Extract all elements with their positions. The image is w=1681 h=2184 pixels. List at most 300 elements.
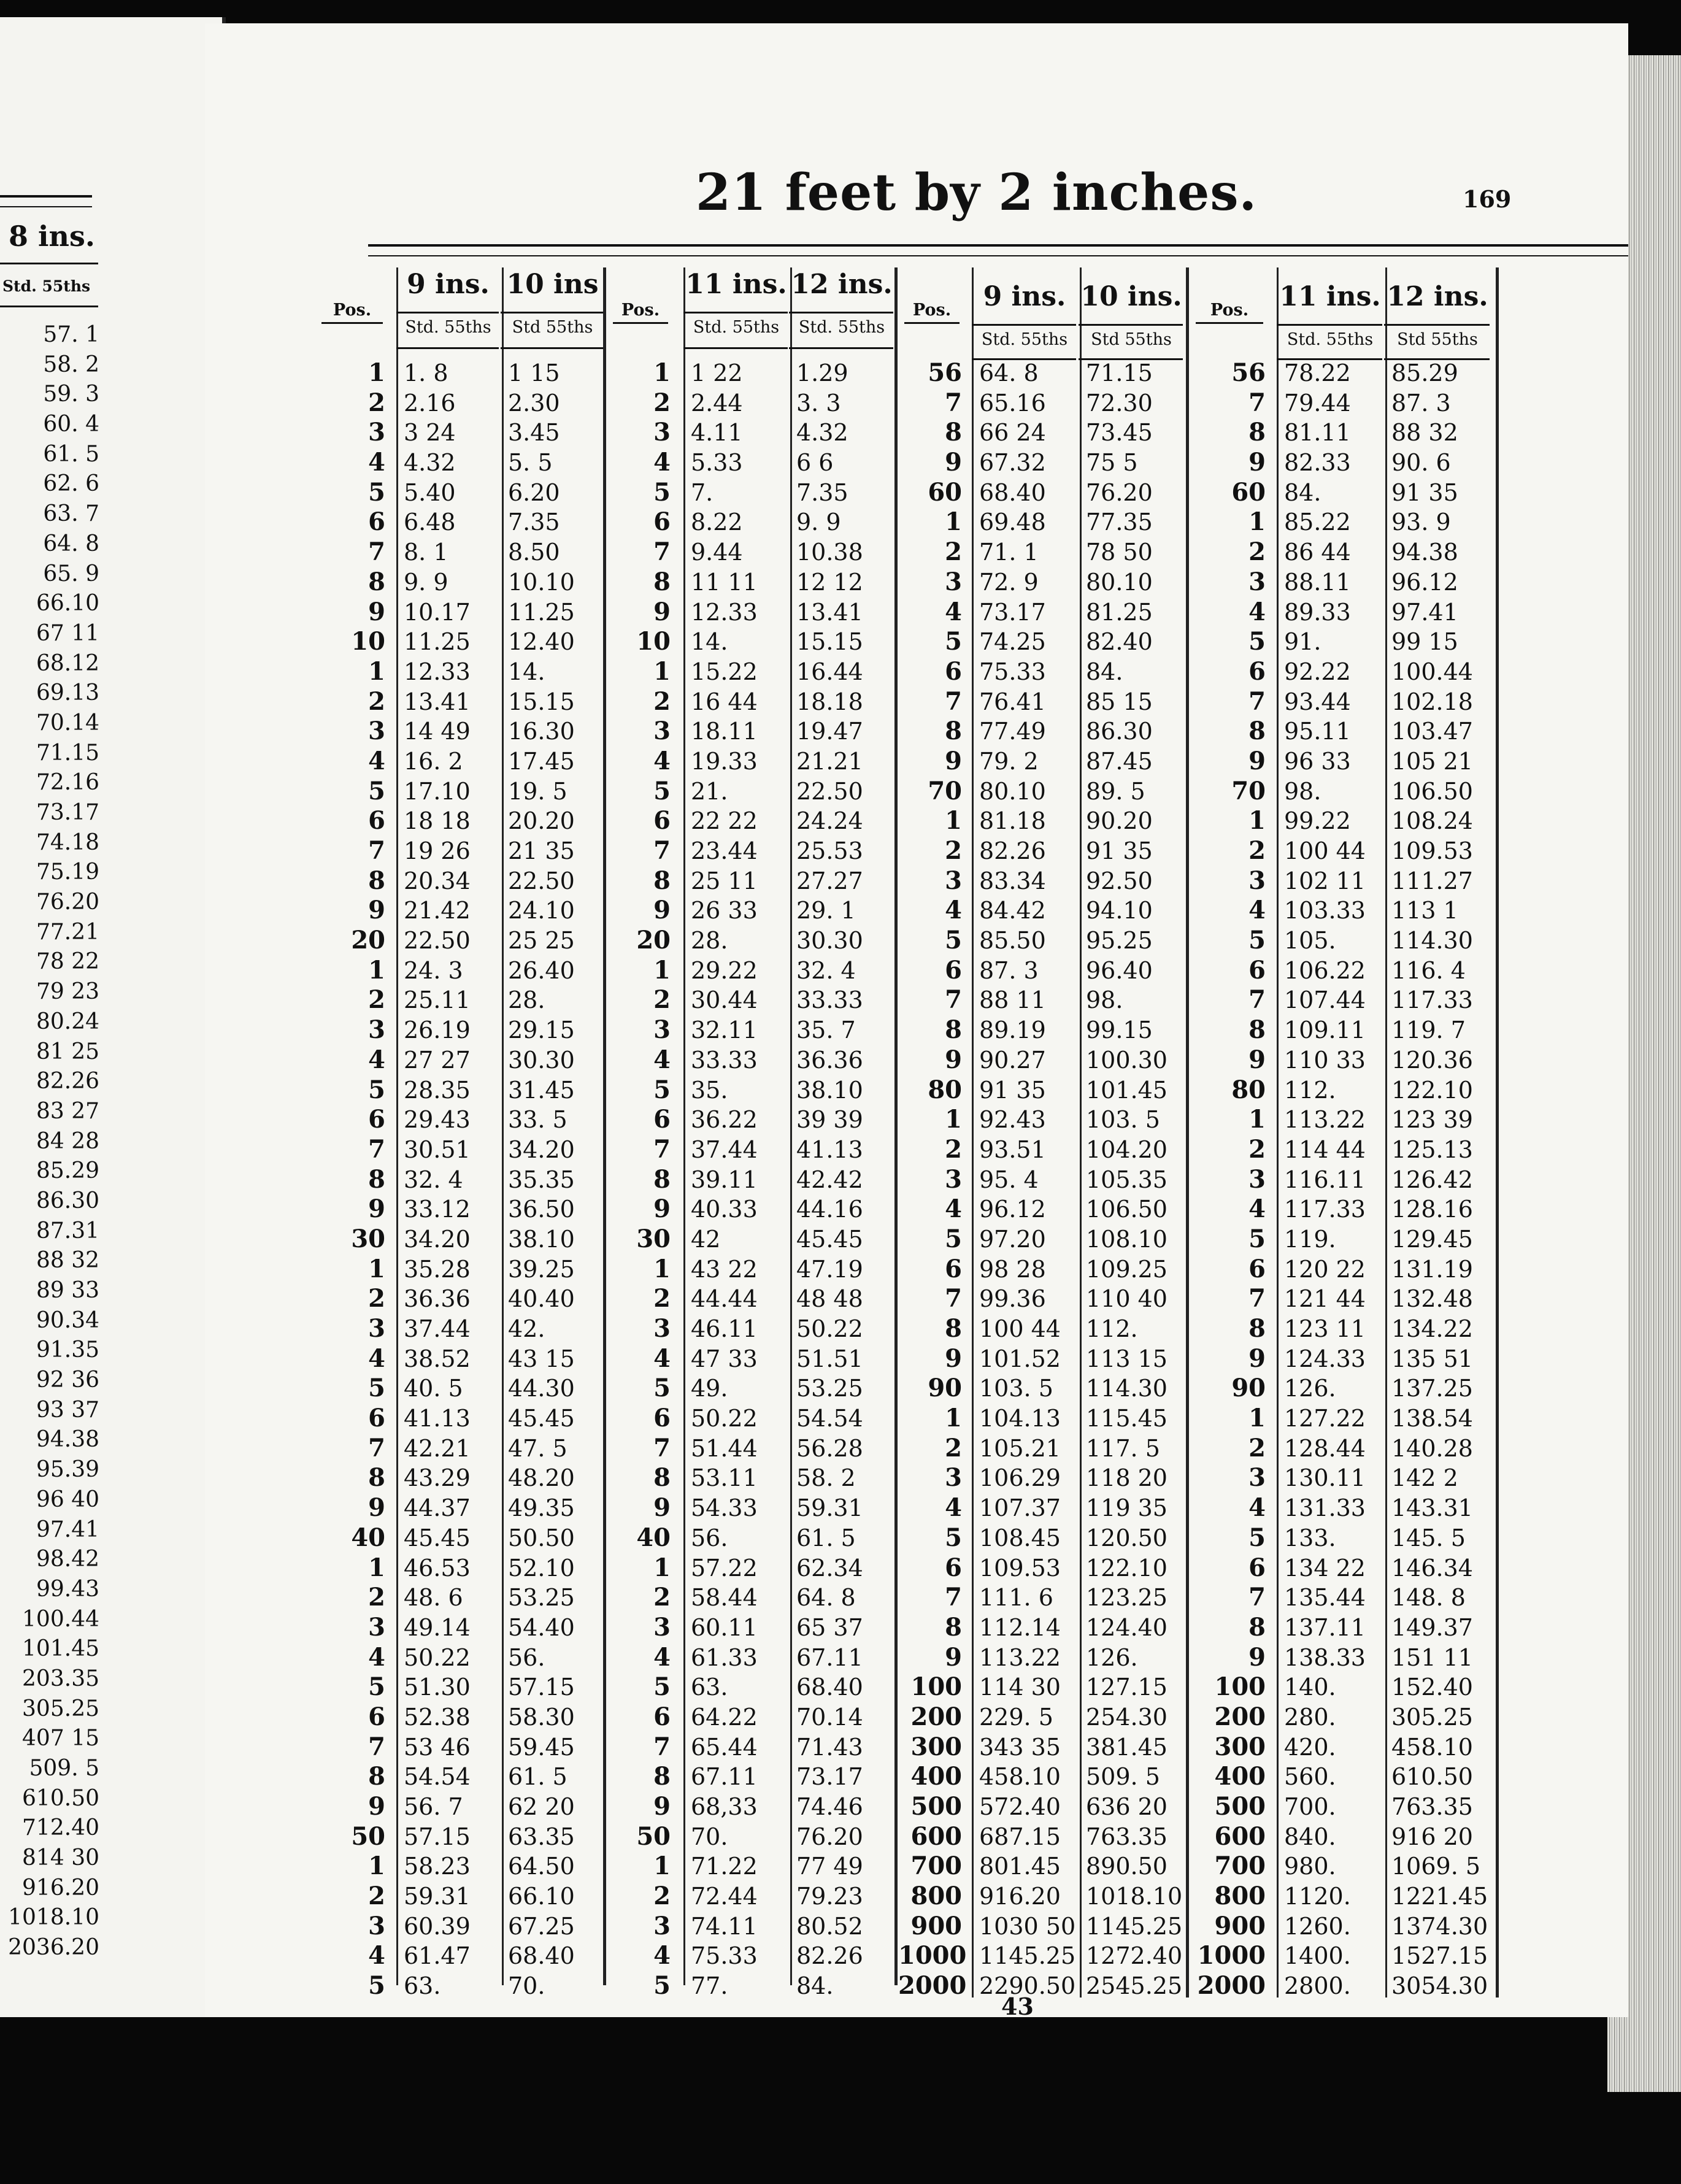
pos-column (607, 358, 671, 2001)
value-cell: 15.22 (691, 658, 758, 685)
value-cell: 77.49 (979, 718, 1046, 745)
value-cell: 63.35 (508, 1823, 575, 1850)
pos-cell: 1 (368, 358, 385, 387)
value-cell: 131.19 (1391, 1255, 1473, 1283)
pos-cell: 1 (368, 1254, 385, 1283)
value-cell: 1145.25 (979, 1942, 1076, 1970)
pos-cell: 800 (1214, 1882, 1266, 1911)
value-cell: 98 28 (979, 1255, 1046, 1283)
value-cell: 101.45 (1086, 1076, 1167, 1104)
pos-cell: 70 (1231, 776, 1266, 806)
pos-cell: 8 (1248, 1314, 1266, 1343)
pos-cell: 2 (368, 1284, 385, 1313)
pos-column (1190, 358, 1266, 2001)
value-cell: 420. (1284, 1733, 1336, 1761)
left-page-value: 83 27 (36, 1098, 99, 1124)
value-cell: 38.52 (404, 1345, 471, 1372)
value-cell: 66 24 (979, 419, 1046, 447)
value-cell: 28. (508, 986, 545, 1014)
value-cell: 24.10 (508, 897, 575, 925)
value-cell: 636 20 (1086, 1793, 1167, 1820)
pos-cell: 4 (653, 1344, 671, 1373)
left-page-value: 63. 7 (43, 501, 99, 527)
value-cell: 10.17 (404, 598, 471, 626)
value-cell: 19. 5 (508, 777, 567, 805)
value-cell: 102 11 (1284, 867, 1366, 894)
left-page-value: 96 40 (36, 1486, 99, 1512)
pos-cell: 1 (653, 1254, 671, 1283)
value-cell: 801.45 (979, 1853, 1061, 1880)
value-cell: 119 35 (1086, 1494, 1167, 1522)
value-cell: 14. (691, 628, 728, 656)
value-cell: 980. (1284, 1853, 1336, 1880)
left-page-value: 57. 1 (43, 322, 99, 347)
value-cell: 123 11 (1284, 1315, 1366, 1342)
value-cell: 26.19 (404, 1017, 471, 1044)
value-cell: 6 6 (796, 449, 834, 477)
pos-cell: 5 (653, 1075, 671, 1104)
header-rule (972, 324, 1076, 326)
value-cell: 54.54 (796, 1405, 863, 1432)
pos-cell: 8 (368, 1164, 385, 1194)
value-cell: 145. 5 (1391, 1524, 1466, 1551)
value-cell: 3 24 (404, 419, 456, 447)
value-cell: 106.22 (1284, 956, 1366, 984)
value-cell: 18.11 (691, 718, 758, 745)
left-page-value: 82.26 (36, 1069, 99, 1094)
pos-cell: 8 (1248, 1015, 1266, 1045)
pos-cell: 4 (945, 1194, 962, 1224)
value-cell: 85.29 (1391, 360, 1458, 386)
value-cell: 95.25 (1086, 927, 1153, 955)
value-column (979, 358, 1077, 2001)
pos-cell: 200 (910, 1702, 962, 1731)
left-page-value: 75.19 (36, 859, 99, 885)
value-cell: 140. (1284, 1674, 1336, 1701)
column-subheader: Std. 55ths (405, 318, 491, 337)
value-cell: 99.15 (1086, 1017, 1153, 1044)
value-cell: 16.44 (796, 658, 863, 685)
value-cell: 72.30 (1086, 389, 1153, 417)
pos-cell: 2 (1248, 1433, 1266, 1463)
value-cell: 7.35 (508, 509, 560, 536)
value-cell: 134 22 (1284, 1554, 1366, 1582)
pos-cell: 4 (368, 1045, 385, 1074)
value-cell: 86.30 (1086, 718, 1153, 745)
value-cell: 113.22 (979, 1644, 1061, 1671)
value-cell: 18.18 (796, 688, 863, 715)
pos-cell: 2 (653, 388, 671, 417)
value-cell: 16 44 (691, 688, 758, 715)
value-cell: 687.15 (979, 1823, 1061, 1850)
value-cell: 76.41 (979, 688, 1046, 715)
pos-cell: 5 (368, 477, 385, 507)
value-cell: 70. (508, 1972, 545, 2000)
value-cell: 75.33 (979, 658, 1046, 685)
pos-cell: 5 (368, 1971, 385, 2001)
value-cell: 92.50 (1086, 867, 1153, 894)
pos-cell: 1 (653, 1553, 671, 1582)
value-cell: 105.21 (979, 1434, 1061, 1462)
value-cell: 137.11 (1284, 1613, 1366, 1641)
value-cell: 97.20 (979, 1225, 1046, 1253)
column-subheader: Std. 55ths (1287, 330, 1374, 349)
value-cell: 59.45 (508, 1733, 575, 1761)
value-cell: 96.40 (1086, 956, 1153, 984)
pos-cell: 4 (653, 448, 671, 477)
value-cell: 151 11 (1391, 1644, 1473, 1671)
value-cell: 4.32 (796, 419, 848, 447)
value-cell: 11 11 (691, 568, 758, 596)
value-cell: 44.30 (508, 1375, 575, 1402)
value-cell: 133. (1284, 1524, 1336, 1551)
value-cell: 6.48 (404, 509, 456, 536)
left-page-top-rule (0, 195, 92, 207)
value-cell: 111.27 (1391, 867, 1473, 894)
value-cell: 99.36 (979, 1285, 1046, 1313)
value-cell: 560. (1284, 1763, 1336, 1791)
value-cell: 92.43 (979, 1106, 1046, 1134)
pos-cell: 1 (368, 1851, 385, 1881)
value-cell: 6.20 (508, 479, 560, 506)
pos-cell: 9 (368, 1792, 385, 1821)
pos-cell: 6 (1248, 1553, 1266, 1582)
left-page-value: 89 33 (36, 1278, 99, 1303)
value-cell: 148. 8 (1391, 1584, 1466, 1612)
value-cell: 458.10 (1391, 1733, 1473, 1761)
value-cell: 22.50 (796, 777, 863, 805)
pos-cell: 9 (1248, 1642, 1266, 1672)
value-cell: 146.34 (1391, 1554, 1473, 1582)
value-cell: 38.10 (508, 1225, 575, 1253)
pos-column-header: Pos. (613, 301, 668, 324)
column-rule (790, 267, 792, 1985)
value-cell: 45.45 (404, 1524, 471, 1551)
value-cell: 1221.45 (1391, 1883, 1488, 1910)
pos-cell: 3 (945, 866, 962, 895)
value-cell: 93.44 (1284, 688, 1351, 715)
left-page-value: 87.31 (36, 1218, 99, 1244)
value-cell: 54.40 (508, 1613, 575, 1641)
pos-cell: 8 (368, 866, 385, 895)
value-cell: 86 44 (1284, 539, 1351, 566)
value-cell: 22.50 (508, 867, 575, 894)
pos-cell: 4 (1248, 597, 1266, 626)
pos-cell: 2 (1248, 1134, 1266, 1164)
column-rule (1496, 267, 1499, 1998)
value-cell: 28.35 (404, 1076, 471, 1104)
left-page-value: 916.20 (22, 1875, 99, 1901)
pos-cell: 2 (653, 1284, 671, 1313)
pos-cell: 3 (1248, 866, 1266, 895)
value-cell: 890.50 (1086, 1853, 1167, 1880)
value-cell: 65.16 (979, 389, 1046, 417)
pos-cell: 7 (1248, 985, 1266, 1015)
value-cell: 7.35 (796, 479, 848, 506)
value-cell: 47 33 (691, 1345, 758, 1372)
value-cell: 25.53 (796, 837, 863, 864)
value-cell: 67.25 (508, 1912, 575, 1940)
value-cell: 126.42 (1391, 1166, 1473, 1193)
pos-cell: 7 (653, 1134, 671, 1164)
value-cell: 12 12 (796, 568, 863, 596)
value-cell: 108.10 (1086, 1225, 1167, 1253)
left-page-value: 79 23 (36, 979, 99, 1005)
value-cell: 38.10 (796, 1076, 863, 1104)
value-cell: 1527.15 (1391, 1942, 1488, 1970)
value-cell: 44.44 (691, 1285, 758, 1313)
value-cell: 17.45 (508, 747, 575, 775)
value-cell: 22.50 (404, 927, 471, 955)
value-cell: 84. (796, 1972, 834, 2000)
value-cell: 254.30 (1086, 1703, 1167, 1731)
value-cell: 131.33 (1284, 1494, 1366, 1522)
value-cell: 21. (691, 777, 728, 805)
value-cell: 61. 5 (508, 1763, 567, 1791)
pos-cell: 4 (368, 746, 385, 775)
value-cell: 36.22 (691, 1106, 758, 1134)
value-cell: 64.22 (691, 1703, 758, 1731)
left-page-values (0, 320, 99, 1963)
pos-cell: 7 (945, 985, 962, 1015)
value-cell: 25.11 (404, 986, 471, 1014)
pos-cell: 5 (368, 1374, 385, 1403)
value-cell: 75 5 (1086, 449, 1138, 477)
value-cell: 3054.30 (1391, 1972, 1488, 2000)
value-cell: 1 15 (508, 360, 560, 386)
pos-cell: 2 (653, 686, 671, 716)
pos-cell: 3 (653, 1314, 671, 1343)
value-cell: 42.21 (404, 1434, 471, 1462)
column-header: 10 ins. (1080, 281, 1182, 312)
value-cell: 108.45 (979, 1524, 1061, 1551)
left-page-value: 712.40 (22, 1815, 99, 1841)
value-cell: 116.11 (1284, 1166, 1366, 1193)
pos-cell: 1 (945, 806, 962, 836)
pos-cell: 5 (1248, 926, 1266, 955)
pos-cell: 8 (653, 866, 671, 895)
pos-cell: 900 (1214, 1911, 1266, 1940)
value-cell: 30.30 (508, 1046, 575, 1074)
value-cell: 68,33 (691, 1793, 758, 1820)
value-cell: 87. 3 (979, 956, 1039, 984)
value-cell: 1272.40 (1086, 1942, 1183, 1970)
value-cell: 16. 2 (404, 747, 463, 775)
pos-cell: 1 (653, 1851, 671, 1881)
value-cell: 10.10 (508, 568, 575, 596)
value-cell: 8. 1 (404, 539, 448, 566)
pos-cell: 6 (368, 1702, 385, 1731)
pos-cell: 4 (368, 1344, 385, 1373)
value-cell: 2.30 (508, 389, 560, 417)
pos-cell: 4 (945, 597, 962, 626)
value-cell: 35. (691, 1076, 728, 1104)
left-page-value: 509. 5 (29, 1756, 99, 1781)
pos-cell: 7 (368, 1732, 385, 1761)
value-cell: 113 15 (1086, 1345, 1167, 1372)
left-page-value: 69.13 (36, 680, 99, 706)
value-cell: 81.11 (1284, 419, 1351, 447)
left-page-value: 74.18 (36, 829, 99, 855)
value-cell: 19.47 (796, 718, 863, 745)
value-cell: 39.25 (508, 1255, 575, 1283)
pos-cell: 2000 (1197, 1971, 1266, 2001)
value-cell: 509. 5 (1086, 1763, 1160, 1791)
left-page-value: 101.45 (22, 1636, 99, 1662)
pos-cell: 9 (1248, 746, 1266, 775)
value-cell: 122.10 (1086, 1554, 1167, 1582)
value-cell: 59.31 (796, 1494, 863, 1522)
value-cell: 60.39 (404, 1912, 471, 1940)
value-cell: 29. 1 (796, 897, 856, 925)
pos-cell: 6 (653, 1105, 671, 1134)
pos-cell: 3 (945, 567, 962, 596)
pos-cell: 4 (653, 1045, 671, 1074)
value-cell: 103. 5 (979, 1375, 1053, 1402)
pos-cell: 90 (928, 1374, 962, 1403)
value-cell: 79.23 (796, 1883, 863, 1910)
value-cell: 58.44 (691, 1584, 758, 1612)
value-cell: 36.36 (796, 1046, 863, 1074)
value-cell: 110 40 (1086, 1285, 1167, 1313)
left-page-value: 92 36 (36, 1367, 99, 1393)
value-cell: 572.40 (979, 1793, 1061, 1820)
value-cell: 88.11 (1284, 568, 1351, 596)
value-cell: 52.38 (404, 1703, 471, 1731)
pos-cell: 9 (368, 1194, 385, 1224)
pos-column (898, 358, 967, 2001)
value-cell: 79.44 (1284, 389, 1351, 417)
value-cell: 62 20 (508, 1793, 575, 1820)
value-cell: 56. (691, 1524, 728, 1551)
value-cell: 21.42 (404, 897, 471, 925)
left-page-value: 407 15 (22, 1726, 99, 1751)
pos-cell: 9 (1248, 448, 1266, 477)
value-cell: 33.33 (691, 1046, 758, 1074)
subheader-rule (396, 347, 499, 349)
value-cell: 100.44 (1391, 658, 1473, 685)
pos-cell: 9 (945, 1642, 962, 1672)
pos-cell: 600 (1214, 1821, 1266, 1851)
pos-cell: 5 (368, 1075, 385, 1104)
value-cell: 126. (1284, 1375, 1336, 1402)
left-page-value: 67 11 (36, 620, 99, 646)
pos-cell: 6 (653, 806, 671, 836)
value-cell: 105. (1284, 927, 1336, 955)
value-cell: 15.15 (796, 628, 863, 656)
pos-cell: 2 (653, 1882, 671, 1911)
value-cell: 1374.30 (1391, 1912, 1488, 1940)
pos-cell: 400 (910, 1762, 962, 1791)
value-cell: 7. (691, 479, 714, 506)
value-cell: 91 35 (1086, 837, 1153, 864)
pos-cell: 50 (636, 1821, 671, 1851)
value-cell: 77.35 (1086, 509, 1153, 536)
value-column (691, 358, 789, 2001)
value-cell: 106.50 (1391, 777, 1473, 805)
value-cell: 19 26 (404, 837, 471, 864)
value-cell: 458.10 (979, 1763, 1061, 1791)
pos-cell: 6 (1248, 955, 1266, 985)
column-header: 10 ins (506, 269, 599, 300)
pos-cell: 6 (1248, 1254, 1266, 1283)
value-cell: 102.18 (1391, 688, 1473, 715)
value-cell: 82.33 (1284, 449, 1351, 477)
left-page-value: 2036.20 (8, 1935, 99, 1961)
left-page-value: 85.29 (36, 1158, 99, 1184)
value-cell: 24. 3 (404, 956, 463, 984)
value-column (1391, 358, 1491, 2001)
value-cell: 2.44 (691, 389, 743, 417)
pos-cell: 7 (653, 1433, 671, 1463)
column-header: 12 ins. (1387, 281, 1488, 312)
value-cell: 60.11 (691, 1613, 758, 1641)
pos-cell: 4 (1248, 1493, 1266, 1523)
value-cell: 8.50 (508, 539, 560, 566)
value-cell: 59.31 (404, 1883, 471, 1910)
value-cell: 57.15 (508, 1674, 575, 1701)
pos-cell: 9 (653, 597, 671, 626)
value-cell: 51.44 (691, 1434, 758, 1462)
pos-cell: 7 (945, 686, 962, 716)
pos-cell: 6 (653, 507, 671, 537)
value-cell: 119. 7 (1391, 1017, 1466, 1044)
pos-cell: 90 (1231, 1374, 1266, 1403)
pos-cell: 7 (1248, 1583, 1266, 1612)
pos-cell: 6 (653, 1404, 671, 1433)
value-cell: 64. 8 (979, 360, 1039, 386)
value-cell: 81.25 (1086, 598, 1153, 626)
column-rule (683, 267, 685, 1985)
pos-cell: 9 (653, 1792, 671, 1821)
pos-cell: 70 (928, 776, 962, 806)
value-cell: 78.22 (1284, 360, 1351, 386)
pos-cell: 8 (945, 418, 962, 447)
value-cell: 14 49 (404, 718, 471, 745)
value-cell: 128.16 (1391, 1196, 1473, 1223)
value-cell: 1400. (1284, 1942, 1351, 1970)
pos-cell: 3 (368, 418, 385, 447)
value-cell: 32. 4 (404, 1166, 463, 1193)
value-cell: 110 33 (1284, 1046, 1366, 1074)
value-cell: 46.11 (691, 1315, 758, 1342)
pos-cell: 2 (945, 1134, 962, 1164)
value-cell: 100 44 (979, 1315, 1061, 1342)
value-cell: 114.30 (1391, 927, 1473, 955)
value-cell: 916 20 (1391, 1823, 1473, 1850)
pos-cell: 1000 (1197, 1941, 1266, 1971)
value-cell: 49.14 (404, 1613, 471, 1641)
column-rule (502, 267, 504, 1985)
value-cell: 80.10 (979, 777, 1046, 805)
left-page-value: 610.50 (22, 1785, 99, 1811)
value-cell: 19.33 (691, 747, 758, 775)
value-cell: 12.33 (404, 658, 471, 685)
value-column (508, 358, 604, 2001)
value-cell: 114 44 (1284, 1136, 1366, 1163)
pos-cell: 9 (945, 746, 962, 775)
pos-cell: 56 (1231, 358, 1266, 387)
pos-cell: 80 (1231, 1075, 1266, 1104)
pos-cell: 7 (368, 836, 385, 865)
value-cell: 21.21 (796, 747, 863, 775)
value-cell: 32. 4 (796, 956, 856, 984)
value-cell: 763.35 (1391, 1793, 1473, 1820)
value-cell: 11.25 (404, 628, 471, 656)
value-cell: 50.22 (691, 1405, 758, 1432)
pos-cell: 1 (368, 955, 385, 985)
pos-cell: 200 (1214, 1702, 1266, 1731)
